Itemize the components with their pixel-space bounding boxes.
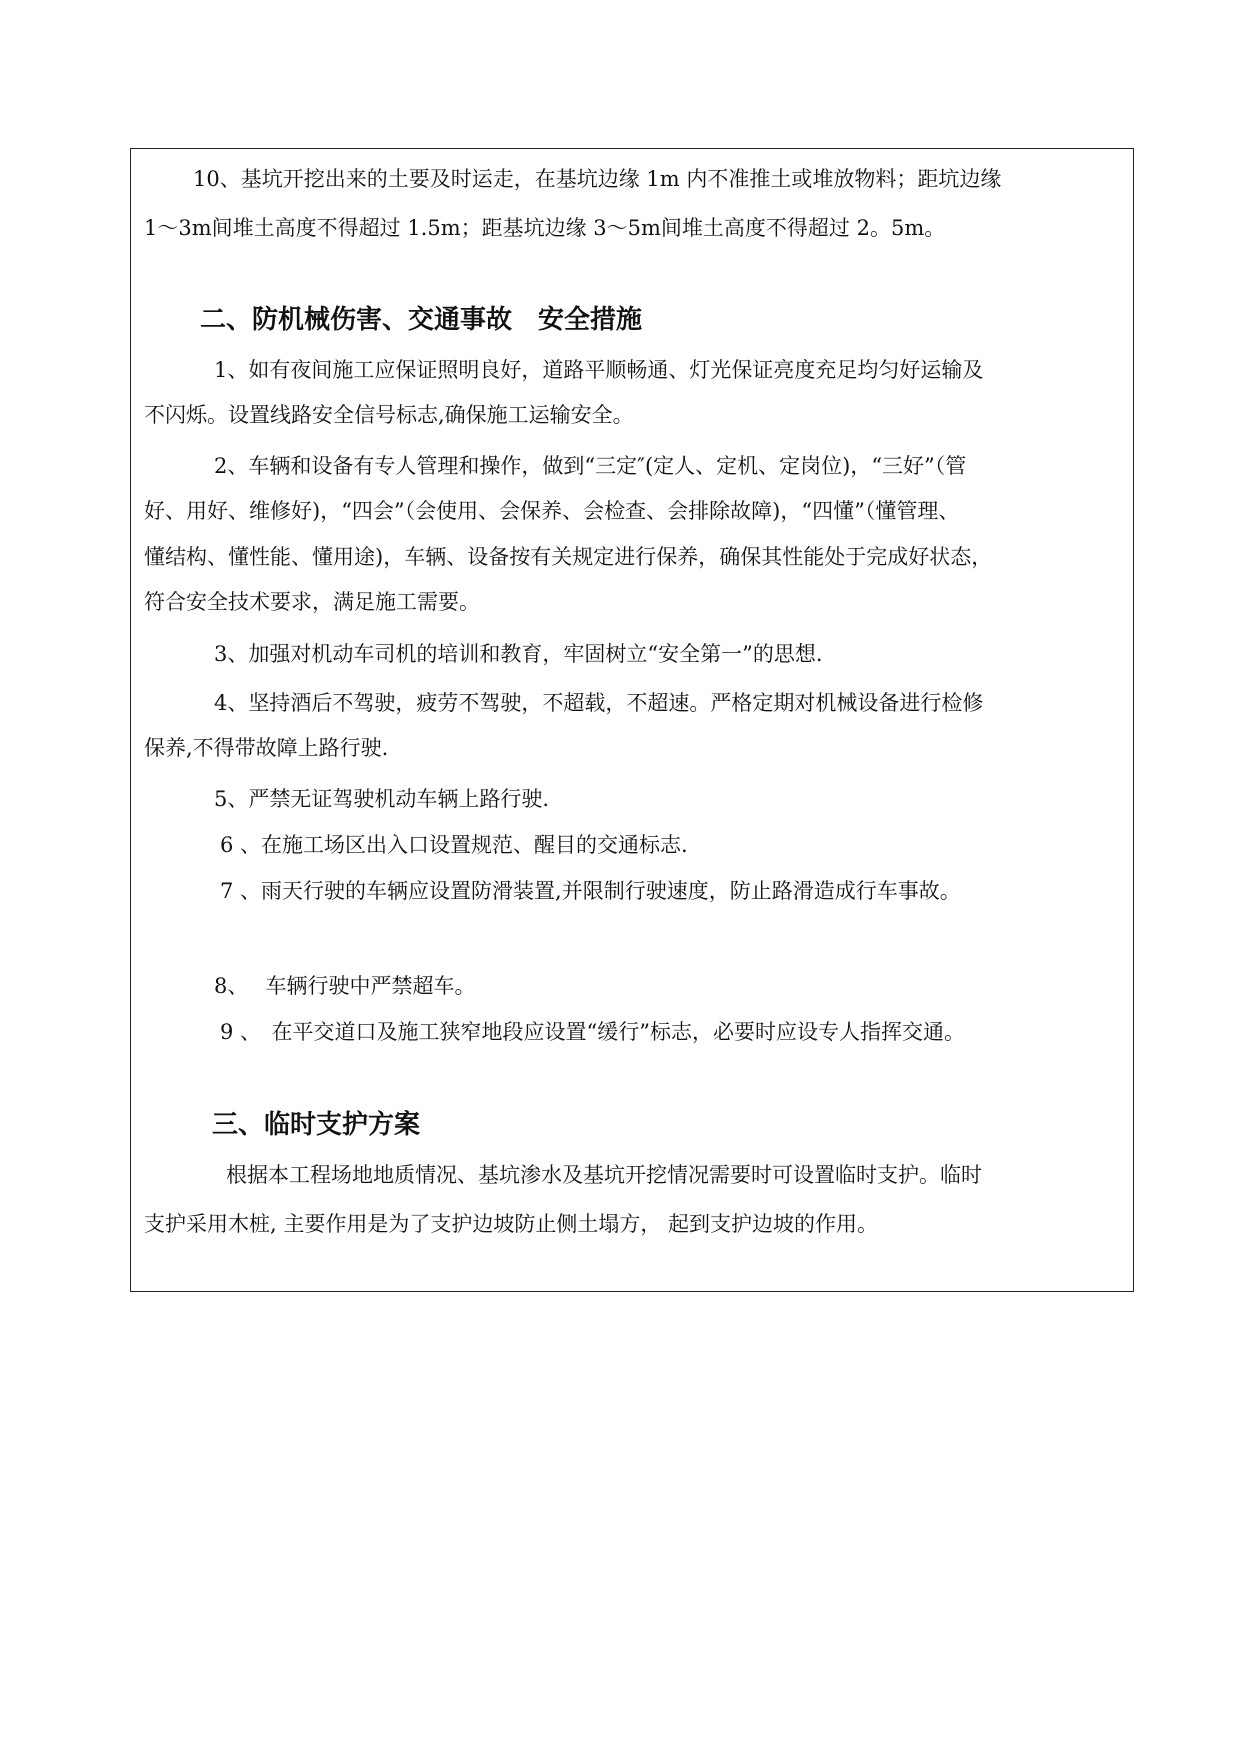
measure-8-line-1: 8、 车辆行驶中严禁超车。 [214, 974, 476, 998]
measure-1-line-1: 1、如有夜间施工应保证照明良好，道路平顺畅通、灯光保证亮度充足均匀好运输及 [214, 358, 984, 382]
item-10-line-2: 1～3m间堆土高度不得超过 1.5m；距基坑边缘 3～5m间堆土高度不得超过 2。5m。 [144, 216, 946, 240]
measure-4-line-2: 保养,不得带故障上路行驶. [144, 736, 389, 760]
section-two-heading: 二、防机械伤害、交通事故 安全措施 [200, 305, 643, 335]
measure-2-line-2: 好、用好、维修好)，“四会”（会使用、会保养、会检查、会排除故障)，“四懂”（懂管理、 [144, 499, 960, 523]
measure-4-line-1: 4、坚持酒后不驾驶，疲劳不驾驶，不超载，不超速。严格定期对机械设备进行检修 [214, 691, 984, 715]
measure-1-line-2: 不闪烁。设置线路安全信号标志,确保施工运输安全。 [144, 403, 634, 427]
measure-3-line-1: 3、加强对机动车司机的培训和教育，牢固树立“安全第一”的思想. [214, 642, 823, 666]
measure-2-line-1: 2、车辆和设备有专人管理和操作，做到“三定″(定人、定机、定岗位)，“三好”（管 [214, 454, 967, 478]
measure-9-line-1: 9 、 在平交道口及施工狭窄地段应设置“缓行”标志，必要时应设专人指挥交通。 [220, 1020, 966, 1044]
support-plan-line-1: 根据本工程场地地质情况、基坑渗水及基坑开挖情况需要时可设置临时支护。临时 [226, 1163, 982, 1187]
measure-2-line-4: 符合安全技术要求，满足施工需要。 [144, 590, 480, 614]
item-10-line-1: 10、基坑开挖出来的土要及时运走，在基坑边缘 1m 内不准推土或堆放物料；距坑边缘 [193, 167, 1002, 191]
measure-2-line-3: 懂结构、懂性能、懂用途)，车辆、设备按有关规定进行保养，确保其性能处于完成好状态， [144, 545, 993, 569]
measure-5-line-1: 5、严禁无证驾驶机动车辆上路行驶. [214, 787, 550, 811]
measure-6-line-1: 6 、在施工场区出入口设置规范、醒目的交通标志. [220, 833, 688, 857]
measure-7-line-1: 7 、雨天行驶的车辆应设置防滑装置,并限制行驶速度，防止路滑造成行车事故。 [220, 879, 961, 903]
section-three-heading: 三、临时支护方案 [212, 1110, 421, 1140]
support-plan-line-2: 支护采用木桩, 主要作用是为了支护边坡防止侧土塌方， 起到支护边坡的作用。 [144, 1212, 879, 1236]
